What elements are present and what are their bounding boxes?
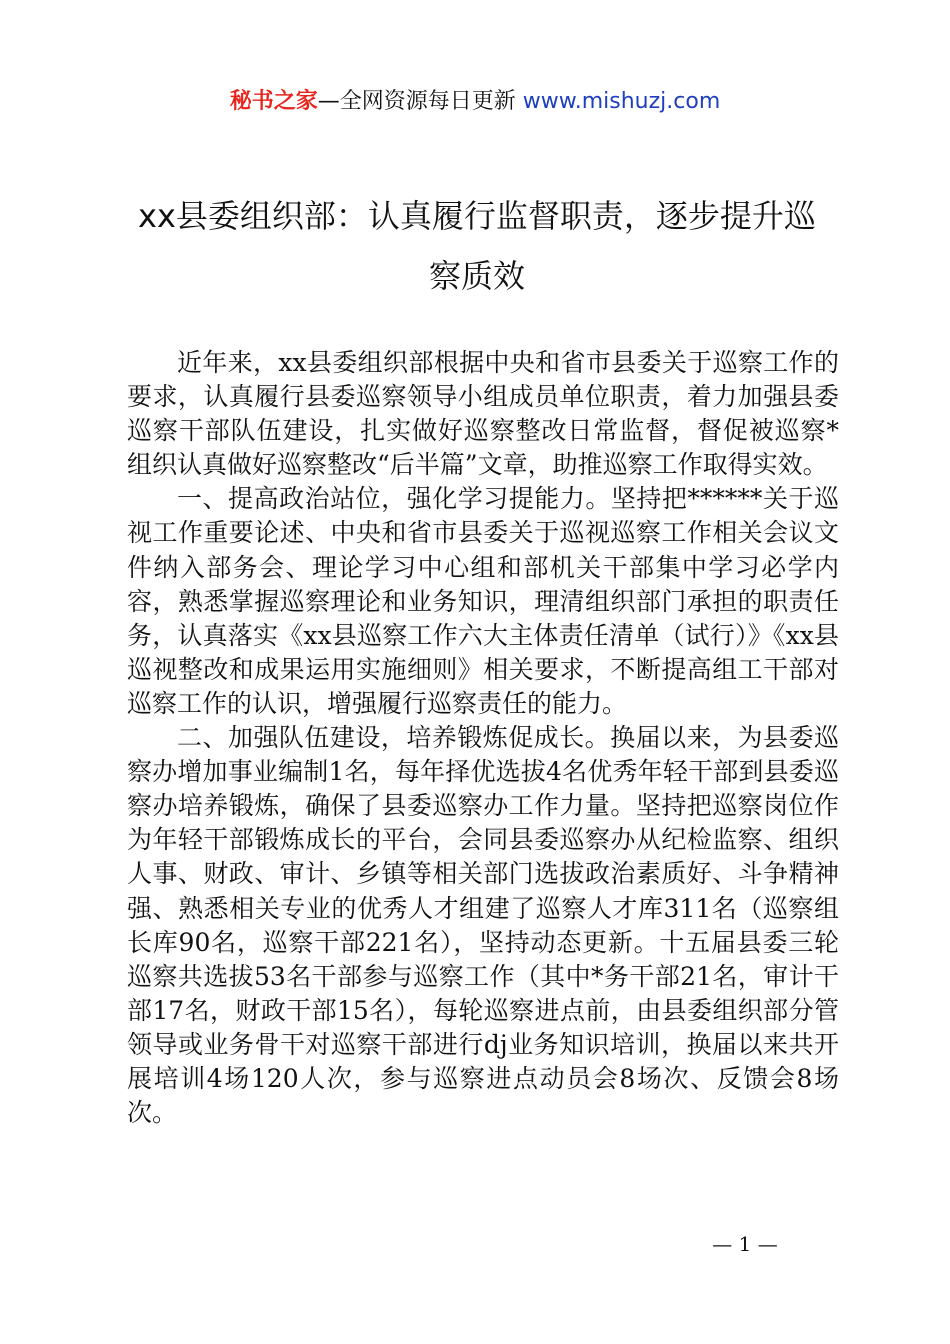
paragraph-intro: 近年来，xx县委组织部根据中央和省市县委关于巡察工作的要求，认真履行县委巡察领导小组成员单位职责，着力加强县委巡察干部队伍建设，扎实做好巡察整改日常监督，督促被巡察*组织认真做好巡察整改“后半篇”文章，助推巡察工作取得实效。 [127,348,839,480]
page-number: — 1 — [712,1232,778,1256]
site-header [0,86,950,118]
document-body [127,346,839,1130]
paragraph-section-2: 二、加强队伍建设，培养锻炼促成长。换届以来，为县委巡察办增加事业编制1名，每年择优选拔4名优秀年轻干部到县委巡察办培养锻炼，确保了县委巡察办工作力量。坚持把巡察岗位作为年轻干部锻炼成长的平台，会同县委巡察办从纪检监察、组织人事、财政、审计、乡镇等相关部门选拔政治素质好、斗争精神强、熟悉相关专业的优秀人才组建了巡察人才库311名（巡察组长库90名，巡察干部221名），坚持动态更新。十五届县委三轮巡察共选拔53名干部参与巡察工作（其中*务干部21名，审计干部17名，财政干部15名），每轮巡察进点前，由县委组织部分管领导或业务骨干对巡察干部进行dj业务知识培训，换届以来共开展培训4场120人次，参与巡察进点动员会8场次、反馈会8场次。 [127,723,839,1128]
paragraph-section-1: 一、提高政治站位，强化学习提能力。坚持把******关于巡视工作重要论述、中央和省市县委关于巡视巡察工作相关会议文件纳入部务会、理论学习中心组和部机关干部集中学习必学内容，熟悉掌握巡察理论和业务知识，理清组织部门承担的职责任务，认真落实《xx县巡察工作六大主体责任清单（试行）》《xx县巡视整改和成果运用实施细则》相关要求，不断提高组工干部对巡察工作的认识，增强履行巡察责任的能力。 [127,484,839,718]
site-url-link[interactable]: www.mishuzj.com [522,89,721,114]
site-brand: 秘书之家 [229,89,318,114]
site-tagline: —全网资源每日更新 [317,89,523,114]
document-title: xx县委组织部：认真履行监督职责，逐步提升巡察质效 [138,197,816,295]
